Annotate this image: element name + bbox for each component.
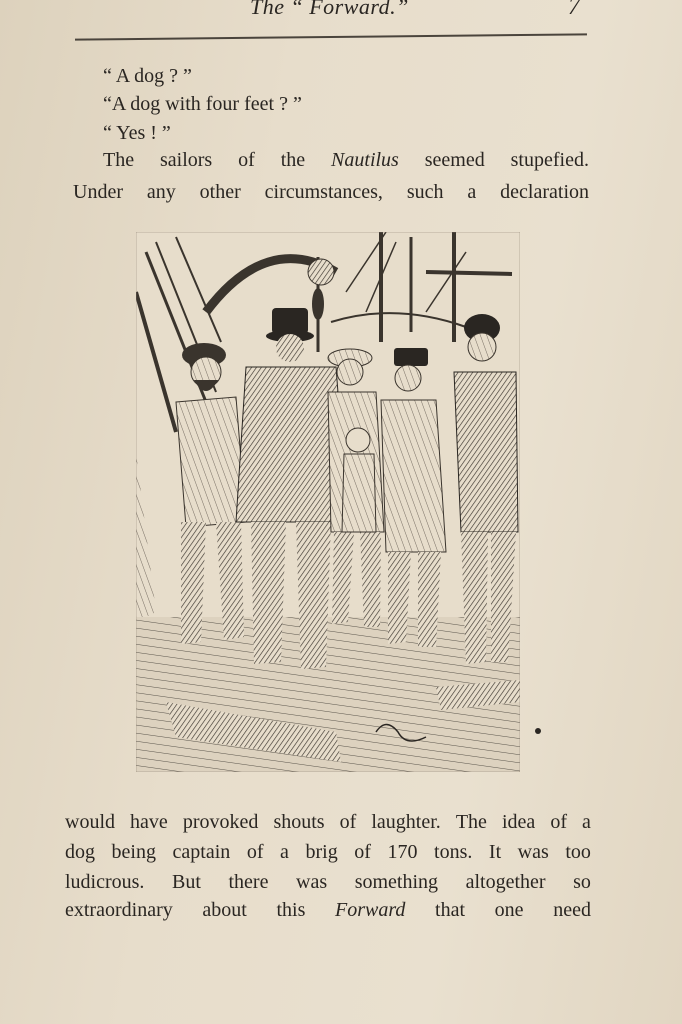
word: so xyxy=(573,871,591,893)
word: of xyxy=(246,841,264,863)
ship-name: Nautilus xyxy=(331,149,399,171)
paragraph-line-2 xyxy=(73,180,589,204)
word: was xyxy=(296,871,328,893)
word: that xyxy=(435,899,466,921)
dialogue-line-3: “ Yes ! ” xyxy=(103,122,171,144)
dialogue-line-1: “ A dog ? ” xyxy=(103,65,192,87)
word: shouts xyxy=(273,811,325,833)
word: stupefied. xyxy=(510,149,589,171)
word: this xyxy=(276,899,306,921)
word: being xyxy=(111,841,156,863)
word: a xyxy=(467,181,477,203)
printing-dot xyxy=(535,728,541,734)
word: declaration xyxy=(500,181,589,203)
word: dog xyxy=(65,841,95,863)
page-number: 7 xyxy=(568,0,580,20)
word: extraordinary xyxy=(65,899,173,921)
word: brig xyxy=(305,841,338,863)
word: have xyxy=(130,811,168,833)
paragraph-line-6 xyxy=(65,898,591,922)
word: altogether xyxy=(465,871,546,893)
word: other xyxy=(199,181,241,203)
word: there xyxy=(228,871,269,893)
ship-name: Forward xyxy=(335,899,406,921)
word: such xyxy=(406,181,444,203)
word: tons. xyxy=(434,841,473,863)
word: too xyxy=(565,841,591,863)
word: a xyxy=(582,811,591,833)
word: of xyxy=(238,149,255,171)
word: provoked xyxy=(182,811,259,833)
word: But xyxy=(172,871,201,893)
word: about xyxy=(202,899,247,921)
word: It xyxy=(488,841,502,863)
word: of xyxy=(339,811,357,833)
paragraph-line-4 xyxy=(65,840,591,864)
word: was xyxy=(517,841,549,863)
word: circumstances, xyxy=(264,181,383,203)
paragraph-line-3 xyxy=(65,810,591,834)
paragraph-line-5 xyxy=(65,870,591,894)
word: of xyxy=(354,841,371,863)
engraving-illustration xyxy=(136,232,520,772)
word: need xyxy=(553,899,591,921)
word: laughter. xyxy=(371,811,441,833)
word: any xyxy=(146,181,176,203)
word: sailors xyxy=(160,149,213,171)
running-head: The “ Forward.” xyxy=(250,0,409,19)
word: the xyxy=(280,149,306,171)
word: of xyxy=(550,811,567,833)
word: idea xyxy=(501,811,536,833)
word: one xyxy=(494,899,524,921)
word: a xyxy=(280,841,289,863)
word: Under xyxy=(73,181,123,203)
word: would xyxy=(65,811,115,833)
header-rule xyxy=(75,33,587,40)
word: 170 xyxy=(387,841,418,863)
word: seemed xyxy=(424,149,485,171)
dialogue-line-2: “A dog with four feet ? ” xyxy=(103,93,302,115)
paragraph-line-1 xyxy=(103,148,589,172)
word: The xyxy=(103,149,135,171)
word: captain xyxy=(172,841,231,863)
word: The xyxy=(455,811,487,833)
word: ludicrous. xyxy=(65,871,145,893)
word: something xyxy=(354,871,439,893)
